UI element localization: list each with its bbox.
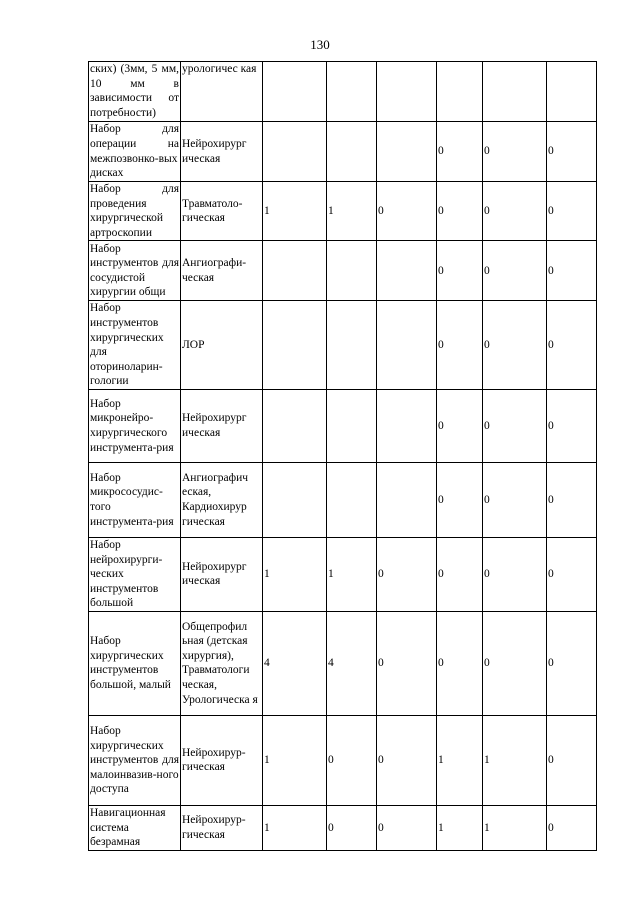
quantity-cell: 0 xyxy=(437,462,483,537)
quantity-cell: 0 xyxy=(483,537,547,611)
quantity-cell: 1 xyxy=(437,715,483,805)
table-row xyxy=(89,62,597,122)
quantity-cell xyxy=(263,301,327,390)
quantity-cell: 0 xyxy=(483,182,547,241)
table-row xyxy=(89,182,597,241)
quantity-cell xyxy=(263,122,327,182)
quantity-cell: 1 xyxy=(263,182,327,241)
quantity-cell: 0 xyxy=(483,462,547,537)
quantity-cell: 1 xyxy=(483,715,547,805)
quantity-cell: 0 xyxy=(377,715,437,805)
quantity-cell xyxy=(327,62,377,122)
specialty-cell: ЛОР xyxy=(181,301,263,390)
specialty-cell: Ангиографич еская, Кардиохирур гическая xyxy=(181,462,263,537)
quantity-cell: 1 xyxy=(263,537,327,611)
equipment-name-cell: Набор микронейро-хирургического инструмента-рия xyxy=(89,389,181,462)
quantity-cell: 0 xyxy=(483,301,547,390)
quantity-cell xyxy=(263,389,327,462)
table-row xyxy=(89,805,597,850)
specialty-cell: Ангиографи-ческая xyxy=(181,241,263,301)
page-number: 130 xyxy=(310,37,330,52)
quantity-cell: 0 xyxy=(327,715,377,805)
table-row xyxy=(89,241,597,301)
quantity-cell xyxy=(377,122,437,182)
quantity-cell: 0 xyxy=(483,241,547,301)
quantity-cell: 0 xyxy=(437,241,483,301)
equipment-name-cell: Набор нейрохирурги-ческих инструментов большой xyxy=(89,537,181,611)
equipment-table xyxy=(88,61,597,851)
specialty-cell: Нейрохирург ическая xyxy=(181,537,263,611)
quantity-cell: 1 xyxy=(437,805,483,850)
equipment-name-cell: ских) (3мм, 5 мм, 10 мм в зависимости от потребности) xyxy=(89,62,181,122)
quantity-cell: 4 xyxy=(263,611,327,715)
quantity-cell: 0 xyxy=(483,122,547,182)
quantity-cell: 1 xyxy=(327,537,377,611)
quantity-cell xyxy=(327,389,377,462)
specialty-cell: Общепрофил ьная (детская хирургия), Травматологи ческая, Урологическа я xyxy=(181,611,263,715)
quantity-cell xyxy=(327,241,377,301)
table-row xyxy=(89,301,597,390)
table-row xyxy=(89,715,597,805)
equipment-name-cell: Набор инструментов хирургических для оториноларин-гологии xyxy=(89,301,181,390)
quantity-cell: 0 xyxy=(547,537,597,611)
quantity-cell: 0 xyxy=(437,537,483,611)
quantity-cell xyxy=(377,389,437,462)
equipment-name-cell: Набор для проведения хирургической артроскопии xyxy=(89,182,181,241)
quantity-cell xyxy=(263,241,327,301)
quantity-cell: 1 xyxy=(483,805,547,850)
quantity-cell: 0 xyxy=(547,462,597,537)
quantity-cell: 0 xyxy=(483,611,547,715)
quantity-cell xyxy=(483,62,547,122)
quantity-cell: 0 xyxy=(437,182,483,241)
quantity-cell: 0 xyxy=(547,301,597,390)
quantity-cell xyxy=(377,241,437,301)
quantity-cell xyxy=(327,301,377,390)
equipment-name-cell: Набор микрососудис-того инструмента-рия xyxy=(89,462,181,537)
equipment-name-cell: Набор хирургических инструментов большой, малый xyxy=(89,611,181,715)
specialty-cell: Нейрохирур-гическая xyxy=(181,805,263,850)
quantity-cell: 1 xyxy=(263,715,327,805)
table-row xyxy=(89,611,597,715)
quantity-cell: 0 xyxy=(547,611,597,715)
table-row xyxy=(89,537,597,611)
quantity-cell: 0 xyxy=(547,122,597,182)
quantity-cell: 4 xyxy=(327,611,377,715)
quantity-cell: 0 xyxy=(437,301,483,390)
quantity-cell xyxy=(263,62,327,122)
quantity-cell: 0 xyxy=(377,182,437,241)
quantity-cell xyxy=(377,301,437,390)
quantity-cell: 0 xyxy=(437,122,483,182)
quantity-cell: 0 xyxy=(327,805,377,850)
table-row xyxy=(89,462,597,537)
table-row xyxy=(89,389,597,462)
specialty-cell: Травматоло-гическая xyxy=(181,182,263,241)
quantity-cell: 0 xyxy=(547,715,597,805)
quantity-cell: 0 xyxy=(547,805,597,850)
quantity-cell xyxy=(437,62,483,122)
specialty-cell: Нейрохирург ическая xyxy=(181,389,263,462)
quantity-cell: 0 xyxy=(547,241,597,301)
quantity-cell: 0 xyxy=(377,537,437,611)
equipment-name-cell: Набор хирургических инструментов для малоинвазив-ного доступа xyxy=(89,715,181,805)
specialty-cell: Нейрохирур-гическая xyxy=(181,715,263,805)
quantity-cell: 1 xyxy=(263,805,327,850)
specialty-cell: Нейрохирург ическая xyxy=(181,122,263,182)
quantity-cell xyxy=(547,62,597,122)
equipment-name-cell: Навигационная система безрамная xyxy=(89,805,181,850)
equipment-name-cell: Набор инструментов для сосудистой хирургии общи xyxy=(89,241,181,301)
quantity-cell xyxy=(327,462,377,537)
table-row xyxy=(89,122,597,182)
quantity-cell: 0 xyxy=(483,389,547,462)
quantity-cell: 0 xyxy=(547,182,597,241)
quantity-cell: 0 xyxy=(437,389,483,462)
quantity-cell: 0 xyxy=(437,611,483,715)
quantity-cell xyxy=(377,62,437,122)
quantity-cell: 1 xyxy=(327,182,377,241)
quantity-cell: 0 xyxy=(377,611,437,715)
specialty-cell: урологичес кая xyxy=(181,62,263,122)
quantity-cell: 0 xyxy=(547,389,597,462)
quantity-cell: 0 xyxy=(377,805,437,850)
equipment-name-cell: Набор для операции на межпозвонко-вых дисках xyxy=(89,122,181,182)
quantity-cell xyxy=(263,462,327,537)
equipment-table-body xyxy=(89,62,597,851)
quantity-cell xyxy=(327,122,377,182)
quantity-cell xyxy=(377,462,437,537)
